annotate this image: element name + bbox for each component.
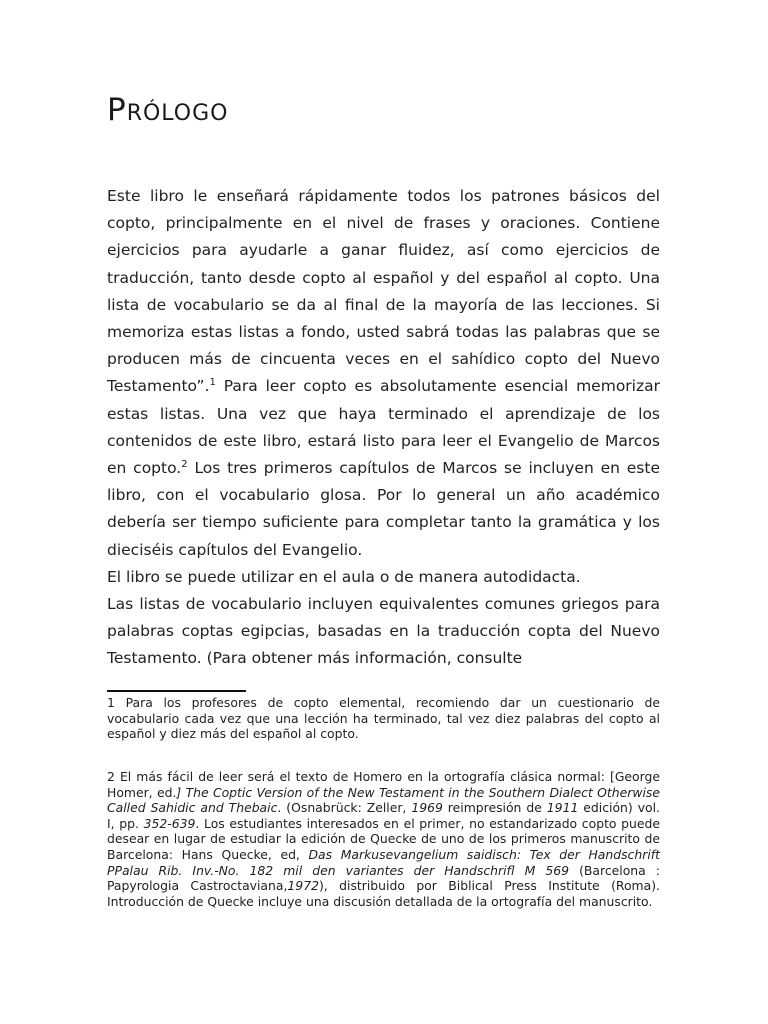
footnote-2-text-7: ), distribuido por Biblical Press Institute (Roma). Introducción de Quecke incluye una discusión detallada de la ortografía del manuscrito.: [107, 878, 660, 909]
footnote-2-text-2: . (Osnabrück: Zeller,: [277, 800, 412, 816]
footnote-1: 1 Para los profesores de copto elemental, recomiendo dar un cuestionario de vocabulario cada vez que una lección ha terminado, tal vez diez palabras del copto al español y diez más del español al copto.: [107, 695, 660, 742]
footnote-2-year-3: 1972: [287, 878, 319, 894]
footnote-separator: [107, 690, 246, 692]
footnote-2-manuscript-title: Das Markusevangelium saidisch: Tex der Handschrift PPalau Rib. Inv.-No. 182 mil den variantes der Handschrifl M 569: [107, 846, 660, 878]
paragraph-classroom: El libro se puede utilizar en el aula o de manera autodidacta.: [107, 567, 581, 586]
footnote-2: [107, 769, 660, 909]
page-title: Prólogo: [107, 92, 229, 128]
footnote-2-pages: 352-639: [143, 815, 196, 831]
footnote-2-text-6: (Barcelona : Papyrologia Castroctaviana,: [107, 862, 660, 894]
footnote-2-year-1: 1969: [411, 800, 443, 816]
footnote-2-book-title: ] The Coptic Version of the New Testament in the Southern Dialect Otherwise Called Sahidic and Thebaic: [107, 784, 660, 816]
footnote-2-text-4: edición) vol. I, pp.: [107, 800, 660, 831]
footnote-ref-2[interactable]: 2: [181, 459, 188, 471]
paragraph-intro-part3: Los tres primeros capítulos de Marcos se incluyen en este libro, con el vocabulario glosa. Por lo general un año académico debería ser tiempo suficiente para completar tanto la gramática y los dieciséis capítulos del Evangelio.: [107, 459, 660, 559]
footnote-2-text-5: . Los estudiantes interesados en el primer, no estandarizado copto puede desear en lugar de estudiar la edición de Quecke de uno de los primeros manuscrito de Barcelona: Hans Quecke, ed,: [107, 815, 661, 862]
footnote-2-year-2: 1911: [546, 800, 579, 816]
footnote-2-text-1: 2 El más fácil de leer será el texto de Homero en la ortografía clásica normal: [George Homer, ed.: [107, 769, 660, 800]
paragraph-intro-part2: Para leer copto es absolutamente esencial memorizar estas listas. Una vez que haya terminado el aprendizaje de los contenidos de este libro, estará listo para leer el Evangelio de Marcos en copto.: [107, 377, 660, 478]
body-text: [107, 183, 660, 673]
footnote-2-text-3: reimpresión de: [442, 800, 547, 816]
paragraph-intro-part1: Este libro le enseñará rápidamente todos los patrones básicos del copto, principalmente en el nivel de frases y oraciones. Contiene ejercicios para ayudarle a ganar fluidez, así como ejercicios de traducción, tanto desde copto al español y del español al copto. Una lista de vocabulario se da al final de la mayoría de las lecciones. Si memoriza estas listas a fondo, usted sabrá todas las palabras que se producen más de cincuenta veces en el sahídico copto del Nuevo Testamento”.: [107, 187, 660, 396]
paragraph-vocabulary: Las listas de vocabulario incluyen equivalentes comunes griegos para palabras coptas egipcias, basadas en la traducción copta del Nuevo Testamento. (Para obtener más información, consulte: [107, 595, 660, 668]
footnote-ref-1[interactable]: 1: [209, 377, 216, 389]
paragraph-intro: [107, 183, 660, 564]
